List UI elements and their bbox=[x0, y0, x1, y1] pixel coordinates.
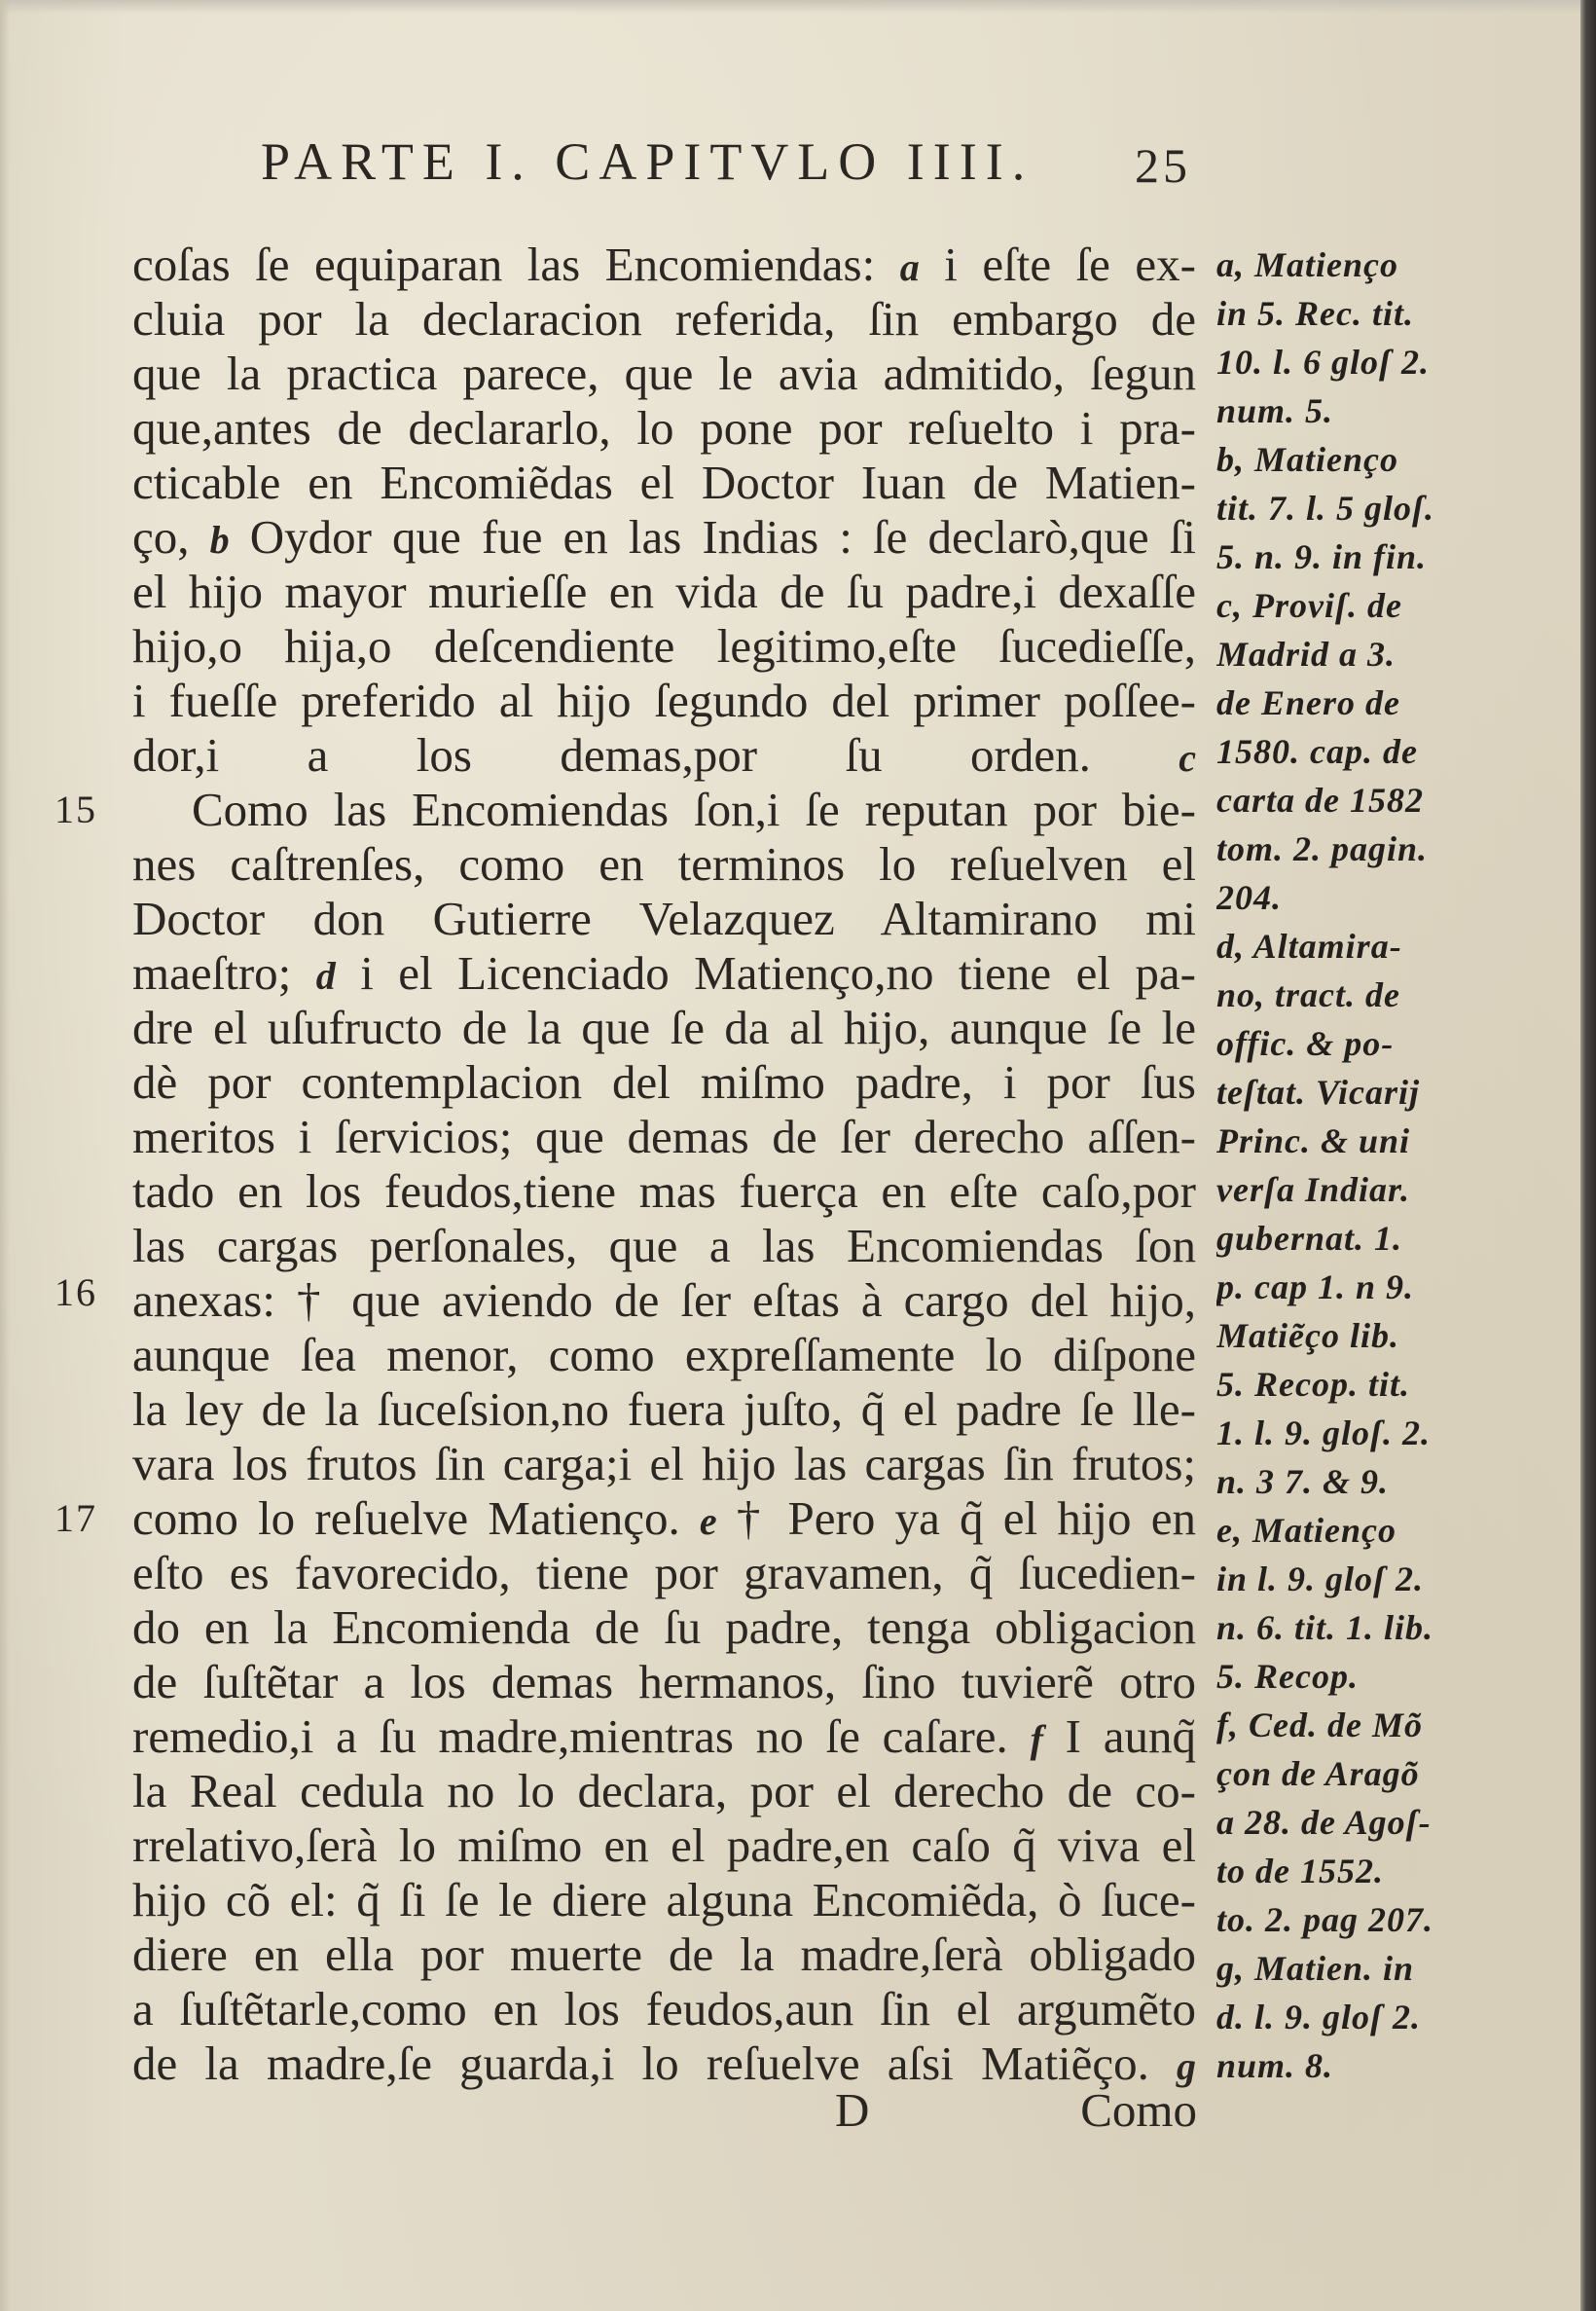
text-line bbox=[132, 837, 1196, 892]
page-right-edge bbox=[1580, 0, 1596, 2311]
text-run: diere en ella por muerte de la madre,ſerà obligado bbox=[132, 1927, 1196, 1981]
text-line bbox=[132, 1873, 1196, 1927]
text-line bbox=[132, 2036, 1196, 2091]
text-run: hijo,o hija,o deſcendiente legitimo,eſte ſucedieſſe, bbox=[132, 619, 1196, 673]
marginal-note-line: p. cap 1. n 9. bbox=[1216, 1267, 1414, 1306]
text-run: el hijo mayor murieſſe en vida de ſu padre,i dexaſſe bbox=[132, 565, 1196, 618]
text-line bbox=[132, 1982, 1196, 2036]
text-line bbox=[132, 1219, 1196, 1273]
text-run: rrelativo,ſerà lo miſmo en el padre,en caſo q̃ viva el bbox=[132, 1818, 1196, 1872]
marginal-note-line: f, Ced. de Mõ bbox=[1216, 1706, 1423, 1744]
marginal-note-line: verſa Indiar. bbox=[1216, 1170, 1411, 1209]
text-line bbox=[132, 674, 1196, 728]
text-run: las cargas perſonales, que a las Encomiendas ſon bbox=[132, 1219, 1196, 1272]
marginal-note-line: 1. l. 9. gloſ. 2. bbox=[1216, 1413, 1431, 1452]
marginal-note-line: a, Matienço bbox=[1216, 245, 1398, 284]
marginal-note-line: a 28. de Agoſ- bbox=[1216, 1803, 1432, 1842]
marginal-note-line: tit. 7. l. 5 gloſ. bbox=[1216, 489, 1434, 528]
marginal-note-line: offic. & po- bbox=[1216, 1024, 1395, 1063]
note-marker: f bbox=[1030, 1717, 1043, 1761]
text-run: como lo reſuelve Matienço. bbox=[132, 1491, 700, 1545]
marginal-note-line: 204. bbox=[1216, 878, 1282, 917]
text-line bbox=[132, 1491, 1196, 1546]
text-line bbox=[132, 1927, 1196, 1982]
text-line bbox=[132, 1600, 1196, 1655]
note-marker: g bbox=[1177, 2044, 1196, 2088]
text-line bbox=[132, 728, 1196, 783]
text-run: de la madre,ſe guarda,i lo reſuelve aſsi Matiẽço. bbox=[132, 2036, 1177, 2090]
marginal-note-line: çon de Aragõ bbox=[1216, 1754, 1420, 1793]
text-line bbox=[132, 1764, 1196, 1818]
text-run: dor,i a los demas,por ſu orden. bbox=[132, 728, 1179, 782]
page-left-edge bbox=[0, 0, 10, 2311]
text-run: coſas ſe equiparan las Encomiendas: bbox=[132, 238, 900, 291]
text-line bbox=[132, 565, 1196, 619]
marginal-note-line: in 5. Rec. tit. bbox=[1216, 294, 1414, 333]
page-top-edge bbox=[0, 0, 1596, 14]
signature-mark: D bbox=[835, 2083, 870, 2137]
marginal-note-line: 10. l. 6 gloſ 2. bbox=[1216, 343, 1430, 382]
marginal-note-line: Madrid a 3. bbox=[1216, 635, 1396, 674]
note-marker: c bbox=[1179, 736, 1196, 780]
marginal-note-line: n. 3 7. & 9. bbox=[1216, 1462, 1390, 1501]
marginal-note-line: g, Matien. in bbox=[1216, 1949, 1415, 1988]
catchword: Como bbox=[1080, 2083, 1197, 2137]
text-line bbox=[132, 238, 1196, 292]
main-text-column bbox=[132, 238, 1196, 2091]
margin-number: 16 bbox=[54, 1270, 97, 1314]
text-run: Oydor que fue en las Indias : ſe declarò,que ſi bbox=[229, 510, 1196, 564]
text-run: remedio,i a ſu madre,mientras no ſe caſare. bbox=[132, 1709, 1031, 1763]
marginal-note-line: carta de 1582 bbox=[1216, 781, 1424, 820]
marginal-note-line: 5. Recop. bbox=[1216, 1657, 1359, 1696]
marginal-note-line: in l. 9. gloſ 2. bbox=[1216, 1559, 1425, 1598]
text-run: hijo cõ el: q̃ ſi ſe le diere alguna Encomiẽda, ò ſuce- bbox=[132, 1873, 1196, 1926]
text-run: cticable en Encomiẽdas el Doctor Iuan de Matien- bbox=[132, 456, 1196, 509]
text-run: i fueſſe preferido al hijo ſegundo del primer poſſee- bbox=[132, 674, 1196, 727]
text-line bbox=[132, 401, 1196, 456]
text-line bbox=[132, 292, 1196, 347]
marginal-note-line: c, Proviſ. de bbox=[1216, 586, 1402, 625]
note-marker: a bbox=[899, 245, 920, 289]
text-run: aunque ſea menor, como expreſſamente lo diſpone bbox=[132, 1328, 1196, 1381]
marginal-note-line: e, Matienço bbox=[1216, 1511, 1396, 1550]
marginal-note-line: gubernat. 1. bbox=[1216, 1219, 1403, 1258]
text-run: Doctor don Gutierre Velazquez Altamirano mi bbox=[132, 892, 1196, 945]
text-run: anexas: † que aviendo de ſer eſtas à cargo del hijo, bbox=[132, 1273, 1196, 1327]
text-run: vara los frutos ſin carga;i el hijo las cargas ſin frutos; bbox=[132, 1437, 1196, 1490]
note-marker: d bbox=[315, 954, 336, 998]
note-marker: e bbox=[699, 1499, 717, 1543]
text-run: i eſte ſe ex- bbox=[919, 238, 1196, 291]
text-run: que,antes de declararlo, lo pone por reſuelto i pra- bbox=[132, 401, 1196, 455]
text-run: de ſuſtẽtar a los demas hermanos, ſino tuvierẽ otro bbox=[132, 1655, 1196, 1708]
text-run: I aunq̃ bbox=[1042, 1709, 1196, 1763]
text-line bbox=[132, 1328, 1196, 1382]
marginal-note-line: Princ. & uni bbox=[1216, 1121, 1411, 1160]
text-run: ço, bbox=[132, 510, 210, 564]
text-run: cluia por la declaracion referida, ſin embargo de bbox=[132, 292, 1196, 346]
note-marker: b bbox=[209, 518, 230, 562]
text-line bbox=[132, 892, 1196, 946]
text-line bbox=[132, 1818, 1196, 1873]
running-title: PARTE I. CAPITVLO IIII. bbox=[261, 132, 1034, 191]
marginal-note-line: tom. 2. pagin. bbox=[1216, 829, 1429, 868]
text-line bbox=[132, 1655, 1196, 1709]
marginal-note-line: to de 1552. bbox=[1216, 1852, 1384, 1890]
marginal-note-line: num. 8. bbox=[1216, 2046, 1334, 2085]
text-run: dre el uſufructo de la que ſe da al hijo, aunque ſe le bbox=[132, 1001, 1196, 1054]
text-line bbox=[132, 347, 1196, 401]
marginal-note-line: 5. Recop. tit. bbox=[1216, 1365, 1410, 1404]
marginal-note-line: b, Matienço bbox=[1216, 440, 1398, 479]
margin-number: 15 bbox=[54, 788, 97, 831]
text-line bbox=[132, 1546, 1196, 1600]
text-line bbox=[132, 1055, 1196, 1110]
text-run: maeſtro; bbox=[132, 946, 316, 1000]
text-run: la ley de la ſuceſsion,no fuera juſto, q̃ el padre ſe lle- bbox=[132, 1382, 1196, 1436]
text-line bbox=[132, 1709, 1196, 1764]
text-line bbox=[132, 1110, 1196, 1164]
text-run: Como las Encomiendas ſon,i ſe reputan por bie- bbox=[192, 783, 1196, 836]
text-run: dè por contemplacion del miſmo padre, i por ſus bbox=[132, 1055, 1196, 1109]
text-line bbox=[132, 1164, 1196, 1219]
text-line bbox=[132, 456, 1196, 510]
page-number: 25 bbox=[1135, 138, 1191, 193]
text-line bbox=[132, 1001, 1196, 1055]
marginal-note-line: Matiẽço lib. bbox=[1216, 1316, 1399, 1355]
text-run: nes caſtrenſes, como en terminos lo reſuelven el bbox=[132, 837, 1196, 891]
text-run: la Real cedula no lo declara, por el derecho de co- bbox=[132, 1764, 1196, 1817]
text-line bbox=[132, 783, 1196, 837]
marginal-note-line: d. l. 9. gloſ 2. bbox=[1216, 1998, 1421, 2036]
marginal-note-line: 5. n. 9. in fin. bbox=[1216, 537, 1428, 576]
marginal-note-line: n. 6. tit. 1. lib. bbox=[1216, 1608, 1434, 1647]
text-run: que la practica parece, que le avia admitido, ſegun bbox=[132, 347, 1196, 400]
text-run: eſto es favorecido, tiene por gravamen, q̃ ſucedien- bbox=[132, 1546, 1196, 1599]
text-line bbox=[132, 946, 1196, 1001]
text-run: meritos i ſervicios; que demas de ſer derecho aſſen- bbox=[132, 1110, 1196, 1163]
text-line bbox=[132, 1437, 1196, 1491]
text-run: do en la Encomienda de ſu padre, tenga obligacion bbox=[132, 1600, 1196, 1654]
marginal-note-line: to. 2. pag 207. bbox=[1216, 1900, 1434, 1939]
marginal-note-line: no, tract. de bbox=[1216, 975, 1400, 1014]
marginal-note-line: d, Altamira- bbox=[1216, 927, 1402, 966]
marginal-note-line: 1580. cap. de bbox=[1216, 732, 1418, 771]
marginal-note-line: teſtat. Vicarij bbox=[1216, 1073, 1420, 1112]
margin-number: 17 bbox=[54, 1496, 97, 1540]
marginal-note-line: de Enero de bbox=[1216, 683, 1400, 722]
text-run: tado en los feudos,tiene mas fuerça en eſte caſo,por bbox=[132, 1164, 1196, 1218]
marginal-notes-column bbox=[1216, 240, 1499, 2090]
text-run: a ſuſtẽtarle,como en los feudos,aun ſin el argumẽto bbox=[132, 1982, 1196, 2036]
text-run: † Pero ya q̃ el hijo en bbox=[716, 1491, 1196, 1545]
text-line bbox=[132, 1273, 1196, 1328]
text-line bbox=[132, 1382, 1196, 1437]
text-run: i el Licenciado Matienço,no tiene el pa- bbox=[335, 946, 1196, 1000]
marginal-note-line: num. 5. bbox=[1216, 391, 1334, 430]
text-line bbox=[132, 510, 1196, 565]
text-line bbox=[132, 619, 1196, 674]
